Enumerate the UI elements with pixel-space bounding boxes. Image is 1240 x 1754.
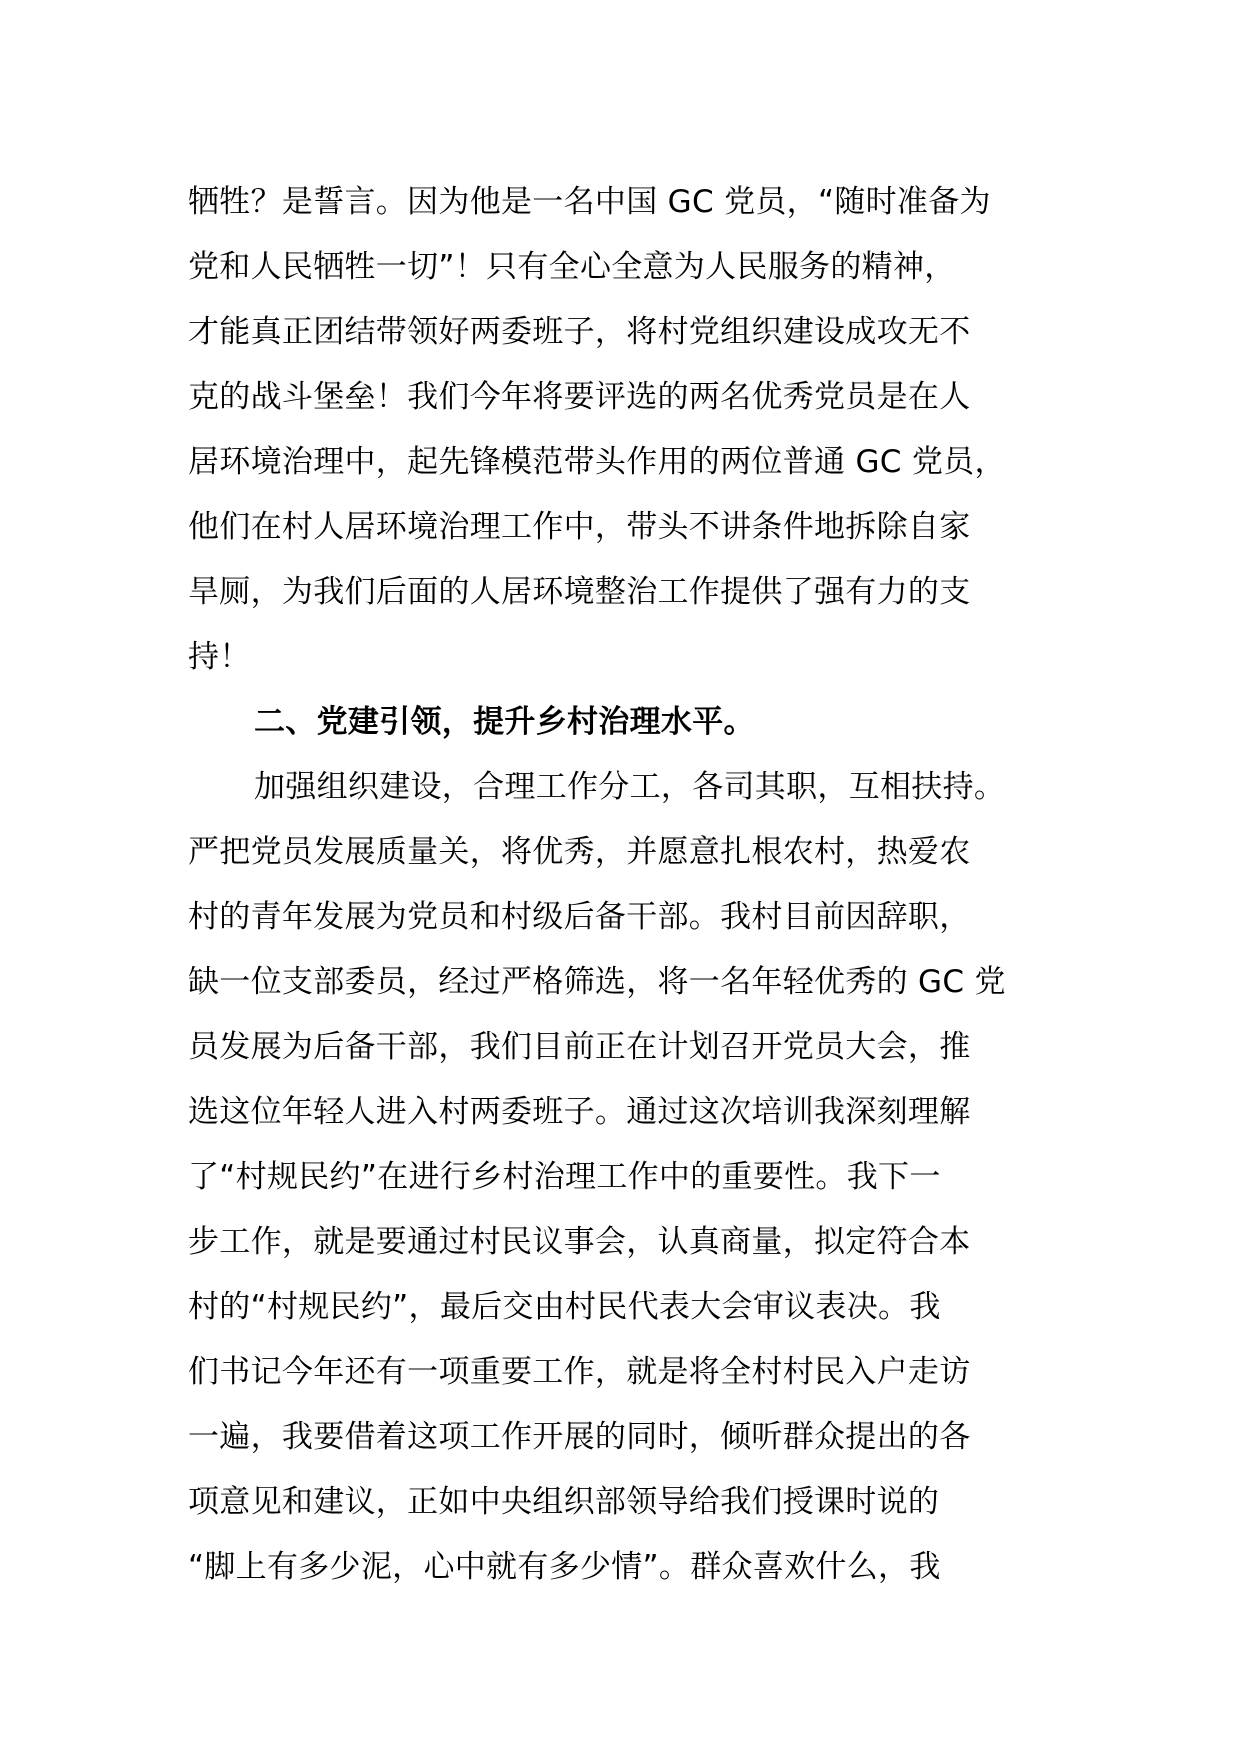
text-line: 党和人民牺牲一切”！只有全心全意为人民服务的精神， [188, 249, 956, 285]
document-body [188, 170, 1068, 1600]
text-line: 缺一位支部委员，经过严格筛选，将一名年轻优秀的 GC 党 [188, 964, 1006, 1000]
paragraph [188, 170, 1068, 690]
text-line: 旱厕，为我们后面的人居环境整治工作提供了强有力的支 [188, 574, 971, 610]
text-line: 一遍，我要借着这项工作开展的同时，倾听群众提出的各 [188, 1419, 971, 1455]
text-line: 居环境治理中，起先锋模范带头作用的两位普通 GC 党员， [188, 444, 1006, 480]
text-line: 们书记今年还有一项重要工作，就是将全村村民入户走访 [188, 1354, 971, 1390]
text-line: 克的战斗堡垒！我们今年将要评选的两名优秀党员是在人 [188, 379, 971, 415]
text-line: 村的青年发展为党员和村级后备干部。我村目前因辞职， [188, 899, 971, 935]
text-line: 员发展为后备干部，我们目前正在计划召开党员大会，推 [188, 1029, 971, 1065]
text-line: 步工作，就是要通过村民议事会，认真商量，拟定符合本 [188, 1224, 971, 1260]
text-line: 牺牲？是誓言。因为他是一名中国 GC 党员，“随时准备为 [188, 184, 991, 220]
text-line: 加强组织建设，合理工作分工，各司其职，互相扶持。 [254, 769, 1006, 805]
text-line: 选这位年轻人进入村两委班子。通过这次培训我深刻理解 [188, 1094, 971, 1130]
text-line: 才能真正团结带领好两委班子，将村党组织建设成攻无不 [188, 314, 971, 350]
section-heading [188, 690, 1068, 755]
text-line: 项意见和建议，正如中央组织部领导给我们授课时说的 [188, 1484, 940, 1520]
section-heading-text: 二、党建引领，提升乡村治理水平。 [254, 704, 755, 740]
text-line: 村的“村规民约”，最后交由村民代表大会审议表决。我 [188, 1289, 941, 1325]
text-line: 严把党员发展质量关，将优秀，并愿意扎根农村，热爱农 [188, 834, 971, 870]
text-line: 他们在村人居环境治理工作中，带头不讲条件地拆除自家 [188, 509, 971, 545]
text-line: 持！ [188, 639, 251, 675]
text-line: 了“村规民约”在进行乡村治理工作中的重要性。我下一 [188, 1159, 941, 1195]
paragraph [188, 755, 1068, 1600]
text-line: “脚上有多少泥，心中就有多少情”。群众喜欢什么，我 [188, 1549, 941, 1585]
